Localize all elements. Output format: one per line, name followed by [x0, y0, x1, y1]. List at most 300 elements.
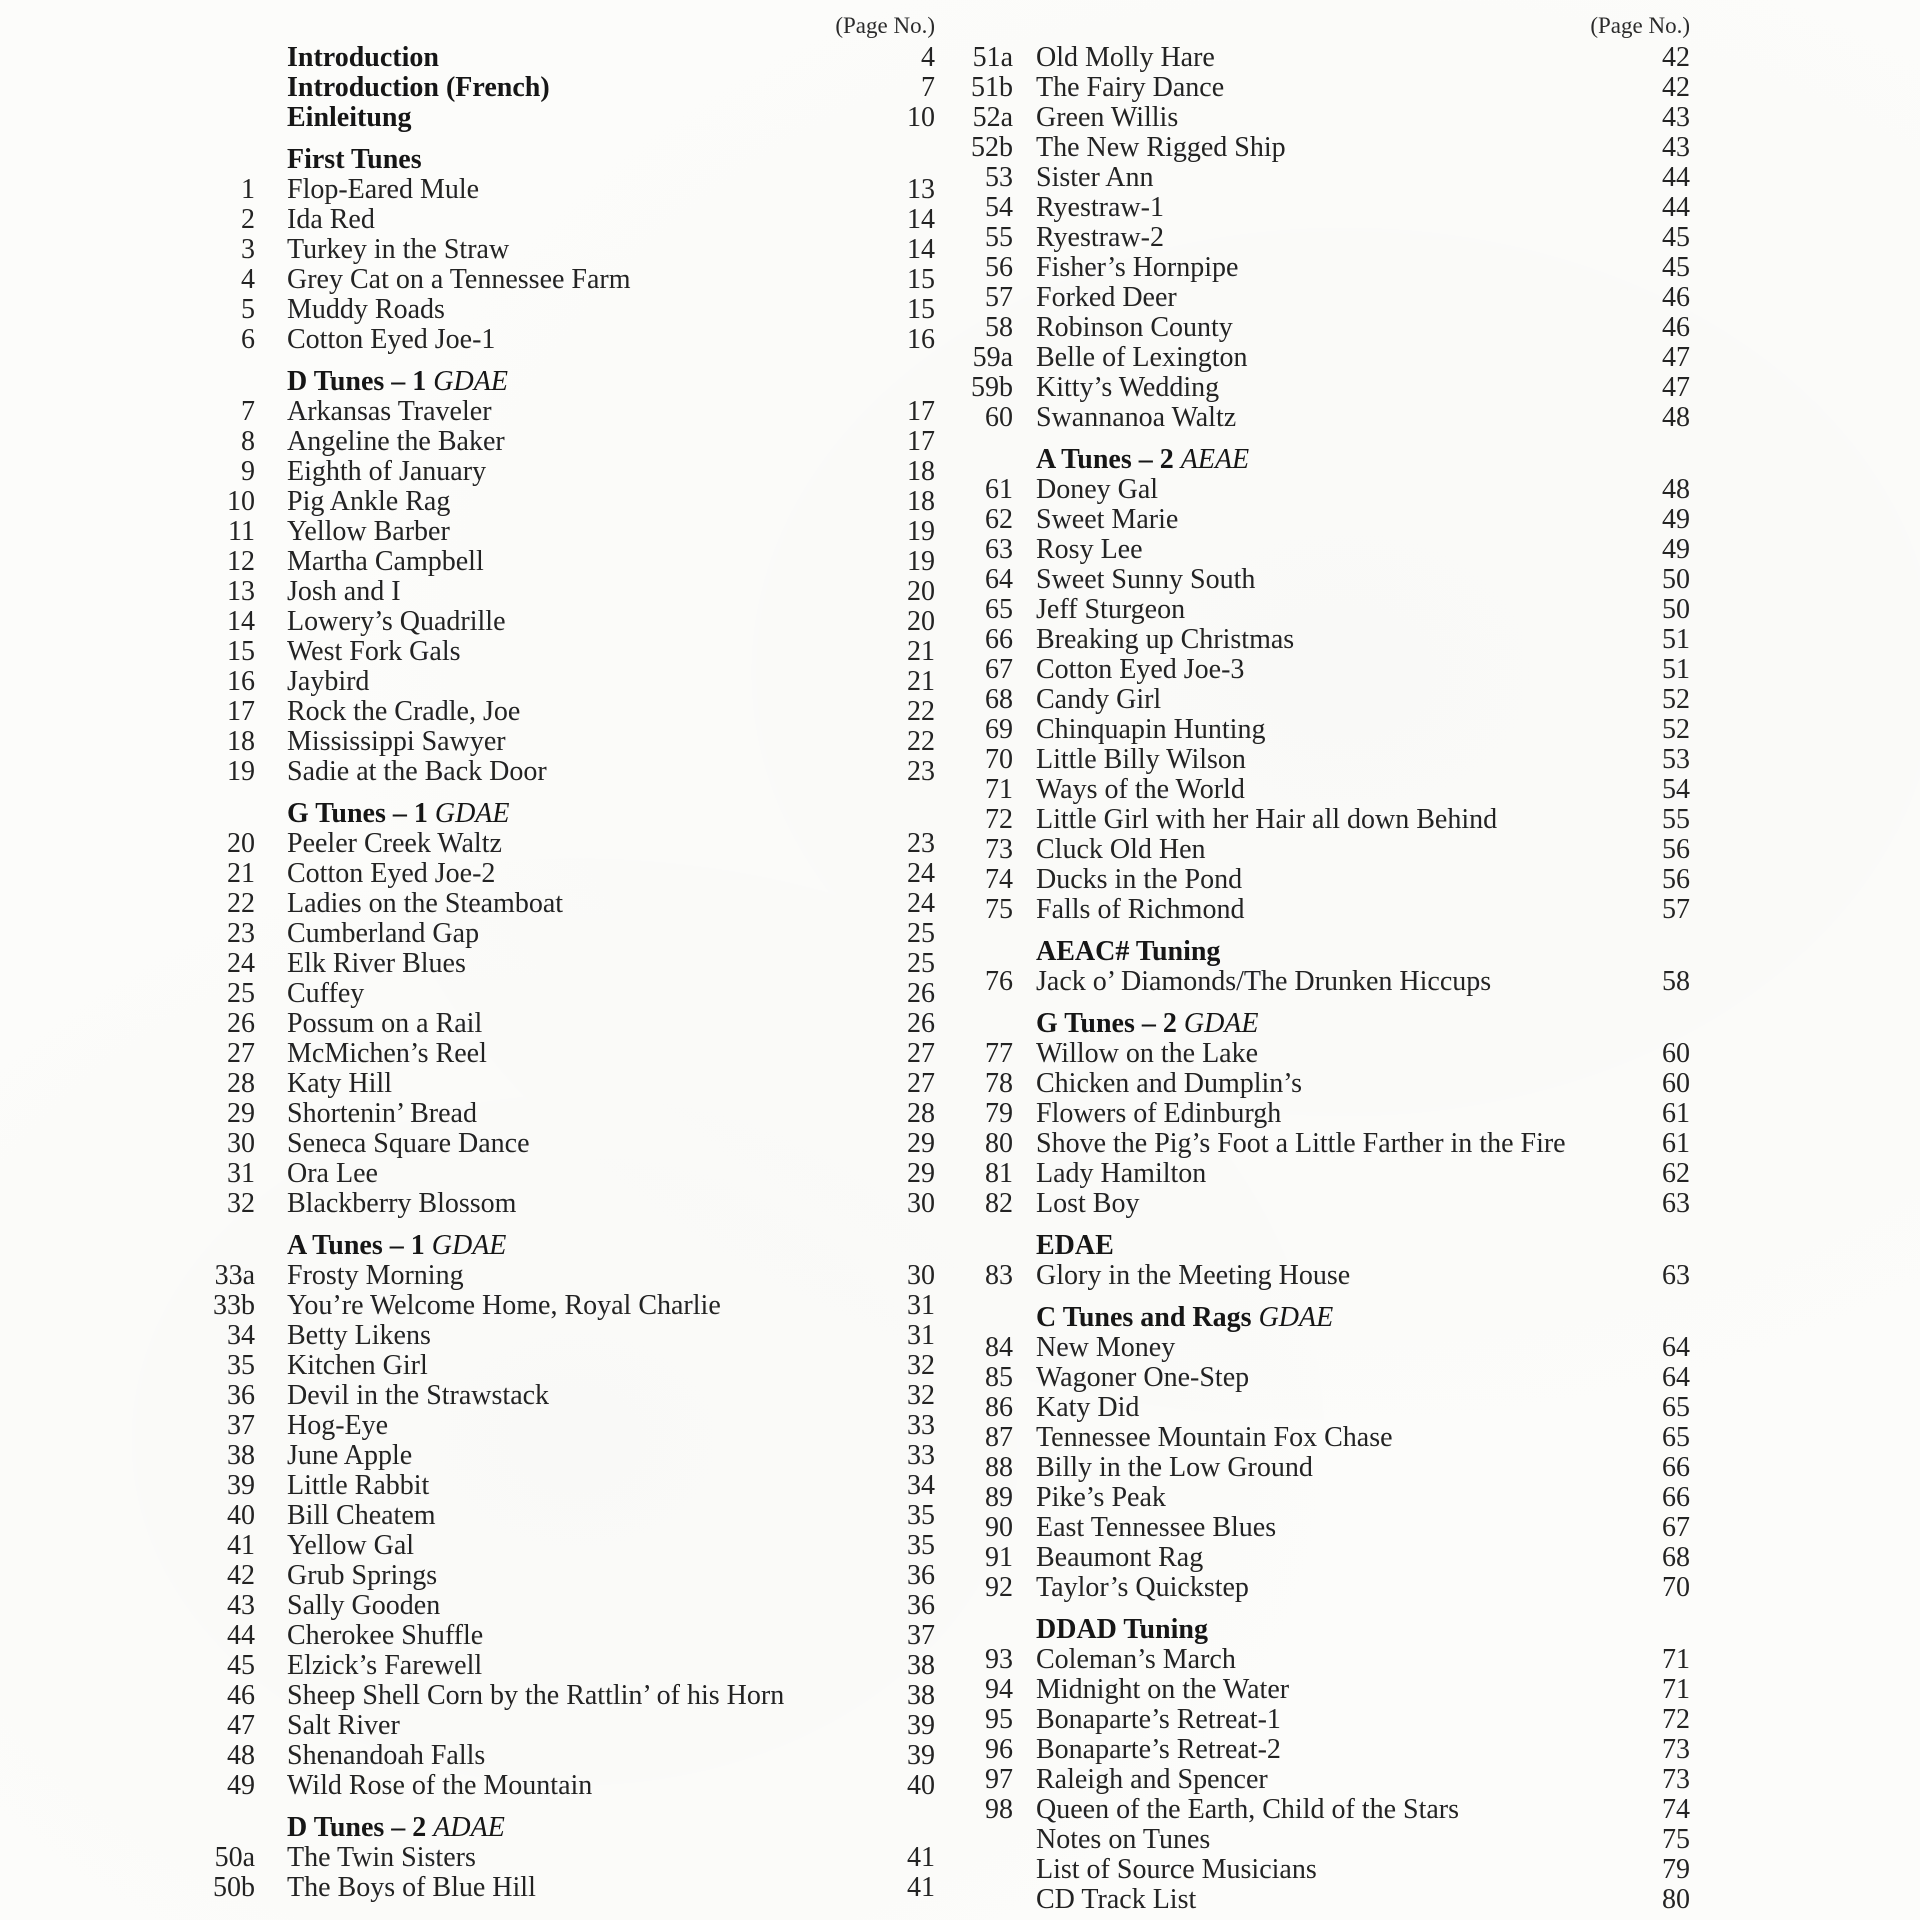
tune-title: Lost Boy — [1036, 1188, 1140, 1219]
tune-number: 91 — [985, 1542, 1013, 1573]
page-number: 14 — [907, 204, 935, 235]
toc-entry — [195, 1261, 935, 1291]
section-name: G Tunes – 2 — [1036, 1008, 1177, 1039]
page-number: 15 — [907, 264, 935, 295]
tune-title: Beaumont Rag — [1036, 1542, 1204, 1573]
page-number: 41 — [907, 1872, 935, 1903]
toc-entry — [195, 1441, 935, 1471]
tune-number: 60 — [985, 402, 1013, 433]
section-name: A Tunes – 2 — [1036, 444, 1174, 475]
page-number: 41 — [907, 1842, 935, 1873]
tune-number: 71 — [985, 774, 1013, 805]
toc-column-right — [953, 12, 1690, 1915]
tune-title: West Fork Gals — [287, 636, 461, 667]
toc-entry — [953, 1483, 1690, 1513]
tune-title: Fisher’s Hornpipe — [1036, 252, 1239, 283]
page-number: 54 — [1662, 774, 1690, 805]
toc-entry — [953, 685, 1690, 715]
toc-entry — [953, 73, 1690, 103]
toc-entry — [195, 427, 935, 457]
tune-title: Glory in the Meeting House — [1036, 1260, 1351, 1291]
page-number: 39 — [907, 1710, 935, 1741]
tune-number: 24 — [227, 948, 255, 979]
toc-section — [195, 43, 935, 133]
tune-number: 55 — [985, 222, 1013, 253]
tune-title: Cumberland Gap — [287, 918, 480, 949]
tune-number: 42 — [227, 1560, 255, 1591]
page-number: 48 — [1662, 474, 1690, 505]
section-title — [1036, 1303, 1618, 1333]
tune-number: 67 — [985, 654, 1013, 685]
toc-entry — [953, 1129, 1690, 1159]
tune-number: 32 — [227, 1188, 255, 1219]
section-title — [287, 367, 863, 397]
tune-title: Sweet Sunny South — [1036, 564, 1256, 595]
page-number: 26 — [907, 1008, 935, 1039]
tune-title: Green Willis — [1036, 102, 1179, 133]
tune-number: 14 — [227, 606, 255, 637]
page-number: 67 — [1662, 1512, 1690, 1543]
tune-number: 12 — [227, 546, 255, 577]
tune-title: The New Rigged Ship — [1036, 132, 1286, 163]
tune-title: Wild Rose of the Mountain — [287, 1770, 593, 1801]
toc-entry — [195, 1873, 935, 1903]
section-heading — [953, 937, 1690, 967]
toc-entry — [195, 859, 935, 889]
tune-title: New Money — [1036, 1332, 1176, 1363]
tune-number: 52a — [972, 102, 1013, 133]
section-name: AEAC# Tuning — [1036, 936, 1221, 967]
tune-title: Elk River Blues — [287, 948, 466, 979]
tune-title: Cluck Old Hen — [1036, 834, 1206, 865]
tune-number: 10 — [227, 486, 255, 517]
page-number: 50 — [1662, 594, 1690, 625]
page-number: 47 — [1662, 372, 1690, 403]
toc-entry — [953, 1795, 1690, 1825]
tune-number: 21 — [227, 858, 255, 889]
toc-entry — [195, 757, 935, 787]
tune-number: 46 — [227, 1680, 255, 1711]
tune-number: 19 — [227, 756, 255, 787]
tune-title: Doney Gal — [1036, 474, 1159, 505]
section-tuning: GDAE — [433, 366, 508, 397]
toc-entry — [195, 1741, 935, 1771]
tune-title: Turkey in the Straw — [287, 234, 510, 265]
toc-section — [195, 367, 935, 787]
tune-number: 13 — [227, 576, 255, 607]
toc-section — [953, 937, 1690, 997]
toc-entry — [195, 1099, 935, 1129]
tune-title: Introduction (French) — [287, 72, 550, 103]
toc-entry — [953, 1855, 1690, 1885]
toc-entry — [195, 949, 935, 979]
toc-entry — [195, 919, 935, 949]
toc-entry — [953, 1675, 1690, 1705]
section-tuning: GDAE — [1258, 1302, 1334, 1333]
tune-title: Ducks in the Pond — [1036, 864, 1243, 895]
section-title — [1036, 937, 1618, 967]
tune-number: 79 — [985, 1098, 1013, 1129]
page-number: 66 — [1662, 1452, 1690, 1483]
toc-entry — [953, 1189, 1690, 1219]
toc-entry — [195, 457, 935, 487]
toc-entry — [953, 403, 1690, 433]
tune-number: 73 — [985, 834, 1013, 865]
tune-number: 51b — [971, 72, 1013, 103]
tune-title: Little Girl with her Hair all down Behind — [1036, 804, 1498, 835]
page-number: 22 — [907, 696, 935, 727]
tune-title: Grey Cat on a Tennessee Farm — [287, 264, 631, 295]
page-number: 17 — [907, 396, 935, 427]
tune-title: Katy Hill — [287, 1068, 392, 1099]
tune-number: 98 — [985, 1794, 1013, 1825]
tune-number: 17 — [227, 696, 255, 727]
tune-number: 86 — [985, 1392, 1013, 1423]
page-number: 37 — [907, 1620, 935, 1651]
toc-entry — [195, 103, 935, 133]
toc-entry — [953, 1543, 1690, 1573]
page-number: 61 — [1662, 1098, 1690, 1129]
page-number: 52 — [1662, 714, 1690, 745]
section-heading — [195, 145, 935, 175]
tune-title: Ida Red — [287, 204, 375, 235]
tune-number: 40 — [227, 1500, 255, 1531]
tune-number: 97 — [985, 1764, 1013, 1795]
toc-entry — [195, 1291, 935, 1321]
tune-title: Angeline the Baker — [287, 426, 505, 457]
page-number: 19 — [907, 546, 935, 577]
tune-number: 81 — [985, 1158, 1013, 1189]
page-number: 29 — [907, 1158, 935, 1189]
tune-title: Kitchen Girl — [287, 1350, 428, 1381]
tune-title: Josh and I — [287, 576, 401, 607]
page-number: 29 — [907, 1128, 935, 1159]
tune-title: Shortenin’ Bread — [287, 1098, 477, 1129]
tune-title: June Apple — [287, 1440, 413, 1471]
toc-entry — [953, 745, 1690, 775]
tune-title: Cotton Eyed Joe-2 — [287, 858, 496, 889]
tune-title: Pig Ankle Rag — [287, 486, 451, 517]
tune-number: 66 — [985, 624, 1013, 655]
page-number: 13 — [907, 174, 935, 205]
toc-rows-right — [953, 43, 1690, 1915]
tune-title: Flop-Eared Mule — [287, 174, 480, 205]
tune-title: Forked Deer — [1036, 282, 1177, 313]
toc-entry — [195, 487, 935, 517]
tune-number: 62 — [985, 504, 1013, 535]
page-number: 60 — [1662, 1068, 1690, 1099]
toc-entry — [195, 577, 935, 607]
tune-title: Wagoner One-Step — [1036, 1362, 1250, 1393]
page-number: 23 — [907, 828, 935, 859]
tune-title: Sheep Shell Corn by the Rattlin’ of his Horn — [287, 1680, 785, 1711]
tune-number: 3 — [241, 234, 255, 265]
page-number: 21 — [907, 636, 935, 667]
toc-entry — [953, 103, 1690, 133]
toc-section — [195, 1813, 935, 1903]
toc-entry — [195, 829, 935, 859]
page-number: 16 — [907, 324, 935, 355]
page-number: 33 — [907, 1410, 935, 1441]
tune-number: 22 — [227, 888, 255, 919]
tune-title: Coleman’s March — [1036, 1644, 1236, 1675]
page-number: 63 — [1662, 1188, 1690, 1219]
page-number: 46 — [1662, 282, 1690, 313]
tune-number: 26 — [227, 1008, 255, 1039]
tune-title: Shove the Pig’s Foot a Little Farther in the Fire — [1036, 1128, 1566, 1159]
tune-title: Ryestraw-2 — [1036, 222, 1164, 253]
tune-title: CD Track List — [1036, 1884, 1197, 1915]
tune-title: Bonaparte’s Retreat-1 — [1036, 1704, 1281, 1735]
toc-entry — [953, 1765, 1690, 1795]
toc-section — [953, 1615, 1690, 1915]
tune-number: 9 — [241, 456, 255, 487]
toc-entry — [195, 1561, 935, 1591]
tune-number: 27 — [227, 1038, 255, 1069]
tune-number: 88 — [985, 1452, 1013, 1483]
toc-entry — [953, 1735, 1690, 1765]
toc-entry — [953, 1363, 1690, 1393]
toc-entry — [195, 1843, 935, 1873]
section-heading — [953, 1231, 1690, 1261]
tune-title: Breaking up Christmas — [1036, 624, 1295, 655]
tune-number: 69 — [985, 714, 1013, 745]
tune-number: 94 — [985, 1674, 1013, 1705]
toc-entry — [953, 895, 1690, 925]
tune-title: Chicken and Dumplin’s — [1036, 1068, 1302, 1099]
toc-entry — [195, 235, 935, 265]
toc-entry — [195, 1351, 935, 1381]
page-number: 75 — [1662, 1824, 1690, 1855]
toc-entry — [195, 979, 935, 1009]
toc-entry — [195, 1129, 935, 1159]
tune-number: 78 — [985, 1068, 1013, 1099]
page-number: 15 — [907, 294, 935, 325]
page-number: 46 — [1662, 312, 1690, 343]
section-heading — [953, 1615, 1690, 1645]
section-name: C Tunes and Rags — [1036, 1302, 1252, 1333]
tune-number: 63 — [985, 534, 1013, 565]
tune-title: Candy Girl — [1036, 684, 1162, 715]
page-number: 4 — [921, 42, 935, 73]
tune-number: 16 — [227, 666, 255, 697]
toc-entry — [953, 163, 1690, 193]
section-tuning: GDAE — [1183, 1008, 1259, 1039]
page-number: 72 — [1662, 1704, 1690, 1735]
toc-entry — [953, 253, 1690, 283]
tune-number: 33b — [213, 1290, 255, 1321]
tune-title: Betty Likens — [287, 1320, 431, 1351]
page-number: 64 — [1662, 1332, 1690, 1363]
toc-entry — [195, 1321, 935, 1351]
toc-entry — [953, 715, 1690, 745]
section-tuning: GDAE — [434, 798, 510, 829]
page-number: 28 — [907, 1098, 935, 1129]
page-number: 43 — [1662, 102, 1690, 133]
tune-title: Lady Hamilton — [1036, 1158, 1207, 1189]
tune-number: 18 — [227, 726, 255, 757]
tune-number: 31 — [227, 1158, 255, 1189]
section-title — [1036, 1009, 1618, 1039]
page-number: 48 — [1662, 402, 1690, 433]
toc-section — [195, 799, 935, 1219]
toc-entry — [953, 565, 1690, 595]
tune-number: 72 — [985, 804, 1013, 835]
toc-entry — [195, 1411, 935, 1441]
tune-number: 43 — [227, 1590, 255, 1621]
toc-entry — [953, 43, 1690, 73]
toc-entry — [195, 637, 935, 667]
tune-title: Rock the Cradle, Joe — [287, 696, 521, 727]
toc-entry — [953, 1645, 1690, 1675]
page-number: 32 — [907, 1350, 935, 1381]
toc-entry — [195, 1711, 935, 1741]
page-number: 27 — [907, 1068, 935, 1099]
tune-title: Kitty’s Wedding — [1036, 372, 1220, 403]
page-number: 22 — [907, 726, 935, 757]
tune-title: Peeler Creek Waltz — [287, 828, 502, 859]
tune-title: Sweet Marie — [1036, 504, 1179, 535]
page-number: 30 — [907, 1188, 935, 1219]
tune-title: Queen of the Earth, Child of the Stars — [1036, 1794, 1460, 1825]
tune-number: 25 — [227, 978, 255, 1009]
tune-number: 89 — [985, 1482, 1013, 1513]
toc-entry — [953, 1885, 1690, 1915]
toc-entry — [195, 607, 935, 637]
tune-title: Jaybird — [287, 666, 370, 697]
tune-title: Midnight on the Water — [1036, 1674, 1290, 1705]
tune-number: 8 — [241, 426, 255, 457]
toc-entry — [195, 43, 935, 73]
page-number: 10 — [907, 102, 935, 133]
page-number: 61 — [1662, 1128, 1690, 1159]
toc-entry — [953, 1453, 1690, 1483]
page-number: 24 — [907, 888, 935, 919]
page-number: 35 — [907, 1530, 935, 1561]
page-number: 24 — [907, 858, 935, 889]
section-title — [1036, 1231, 1618, 1261]
toc-entry — [195, 1471, 935, 1501]
tune-number: 30 — [227, 1128, 255, 1159]
toc-entry — [195, 1381, 935, 1411]
page-number: 62 — [1662, 1158, 1690, 1189]
page-number: 71 — [1662, 1674, 1690, 1705]
tune-number: 4 — [241, 264, 255, 295]
section-heading — [195, 799, 935, 829]
toc-entry — [953, 1423, 1690, 1453]
toc-entry — [953, 1393, 1690, 1423]
tune-number: 85 — [985, 1362, 1013, 1393]
page-number: 45 — [1662, 252, 1690, 283]
toc-entry — [953, 655, 1690, 685]
tune-title: Chinquapin Hunting — [1036, 714, 1266, 745]
page-number: 49 — [1662, 534, 1690, 565]
page-number: 30 — [907, 1260, 935, 1291]
tune-title: Lowery’s Quadrille — [287, 606, 506, 637]
tune-number: 48 — [227, 1740, 255, 1771]
page-number: 19 — [907, 516, 935, 547]
page-number: 18 — [907, 456, 935, 487]
section-tuning: ADAE — [433, 1812, 505, 1843]
toc-entry — [953, 343, 1690, 373]
tune-title: Billy in the Low Ground — [1036, 1452, 1313, 1483]
section-tuning: GDAE — [431, 1230, 507, 1261]
tune-number: 39 — [227, 1470, 255, 1501]
page-number: 23 — [907, 756, 935, 787]
tune-number: 7 — [241, 396, 255, 427]
toc-rows-left — [195, 43, 935, 1903]
tune-number: 47 — [227, 1710, 255, 1741]
toc-entry — [195, 1009, 935, 1039]
tune-title: Cherokee Shuffle — [287, 1620, 484, 1651]
page-number: 66 — [1662, 1482, 1690, 1513]
section-heading — [953, 445, 1690, 475]
toc-column-left — [195, 12, 935, 1903]
toc-entry — [195, 175, 935, 205]
section-heading — [195, 367, 935, 397]
tune-title: Swannanoa Waltz — [1036, 402, 1237, 433]
toc-section — [953, 1303, 1690, 1603]
page-number: 58 — [1662, 966, 1690, 997]
section-name: DDAD Tuning — [1036, 1614, 1208, 1645]
tune-title: Mississippi Sawyer — [287, 726, 506, 757]
page-number: 27 — [907, 1038, 935, 1069]
toc-entry — [953, 313, 1690, 343]
page-number: 50 — [1662, 564, 1690, 595]
toc-entry — [195, 517, 935, 547]
page-number: 25 — [907, 918, 935, 949]
tune-number: 68 — [985, 684, 1013, 715]
page-number: 74 — [1662, 1794, 1690, 1825]
page-number: 56 — [1662, 834, 1690, 865]
toc-entry — [953, 133, 1690, 163]
tune-title: Muddy Roads — [287, 294, 445, 325]
tune-title: Cotton Eyed Joe-1 — [287, 324, 496, 355]
tune-number: 92 — [985, 1572, 1013, 1603]
tune-title: Ora Lee — [287, 1158, 378, 1189]
section-title — [1036, 445, 1618, 475]
toc-entry — [195, 1651, 935, 1681]
tune-title: Grub Springs — [287, 1560, 438, 1591]
page-number: 63 — [1662, 1260, 1690, 1291]
page-number: 17 — [907, 426, 935, 457]
tune-number: 80 — [985, 1128, 1013, 1159]
tune-number: 20 — [227, 828, 255, 859]
page-number: 65 — [1662, 1422, 1690, 1453]
tune-title: Old Molly Hare — [1036, 42, 1215, 73]
page-number: 42 — [1662, 42, 1690, 73]
toc-entry — [195, 1621, 935, 1651]
page-number: 31 — [907, 1320, 935, 1351]
tune-title: Little Billy Wilson — [1036, 744, 1246, 775]
toc-entry — [953, 1513, 1690, 1543]
tune-title: Hog-Eye — [287, 1410, 389, 1441]
tune-number: 37 — [227, 1410, 255, 1441]
section-name: First Tunes — [287, 144, 422, 175]
tune-number: 83 — [985, 1260, 1013, 1291]
tune-title: Flowers of Edinburgh — [1036, 1098, 1282, 1129]
section-heading — [195, 1231, 935, 1261]
tune-number: 50b — [213, 1872, 255, 1903]
tune-number: 74 — [985, 864, 1013, 895]
page-number: 34 — [907, 1470, 935, 1501]
toc-entry — [953, 967, 1690, 997]
page-number: 47 — [1662, 342, 1690, 373]
tune-number: 82 — [985, 1188, 1013, 1219]
tune-number: 90 — [985, 1512, 1013, 1543]
page-number: 43 — [1662, 132, 1690, 163]
toc-entry — [953, 1039, 1690, 1069]
